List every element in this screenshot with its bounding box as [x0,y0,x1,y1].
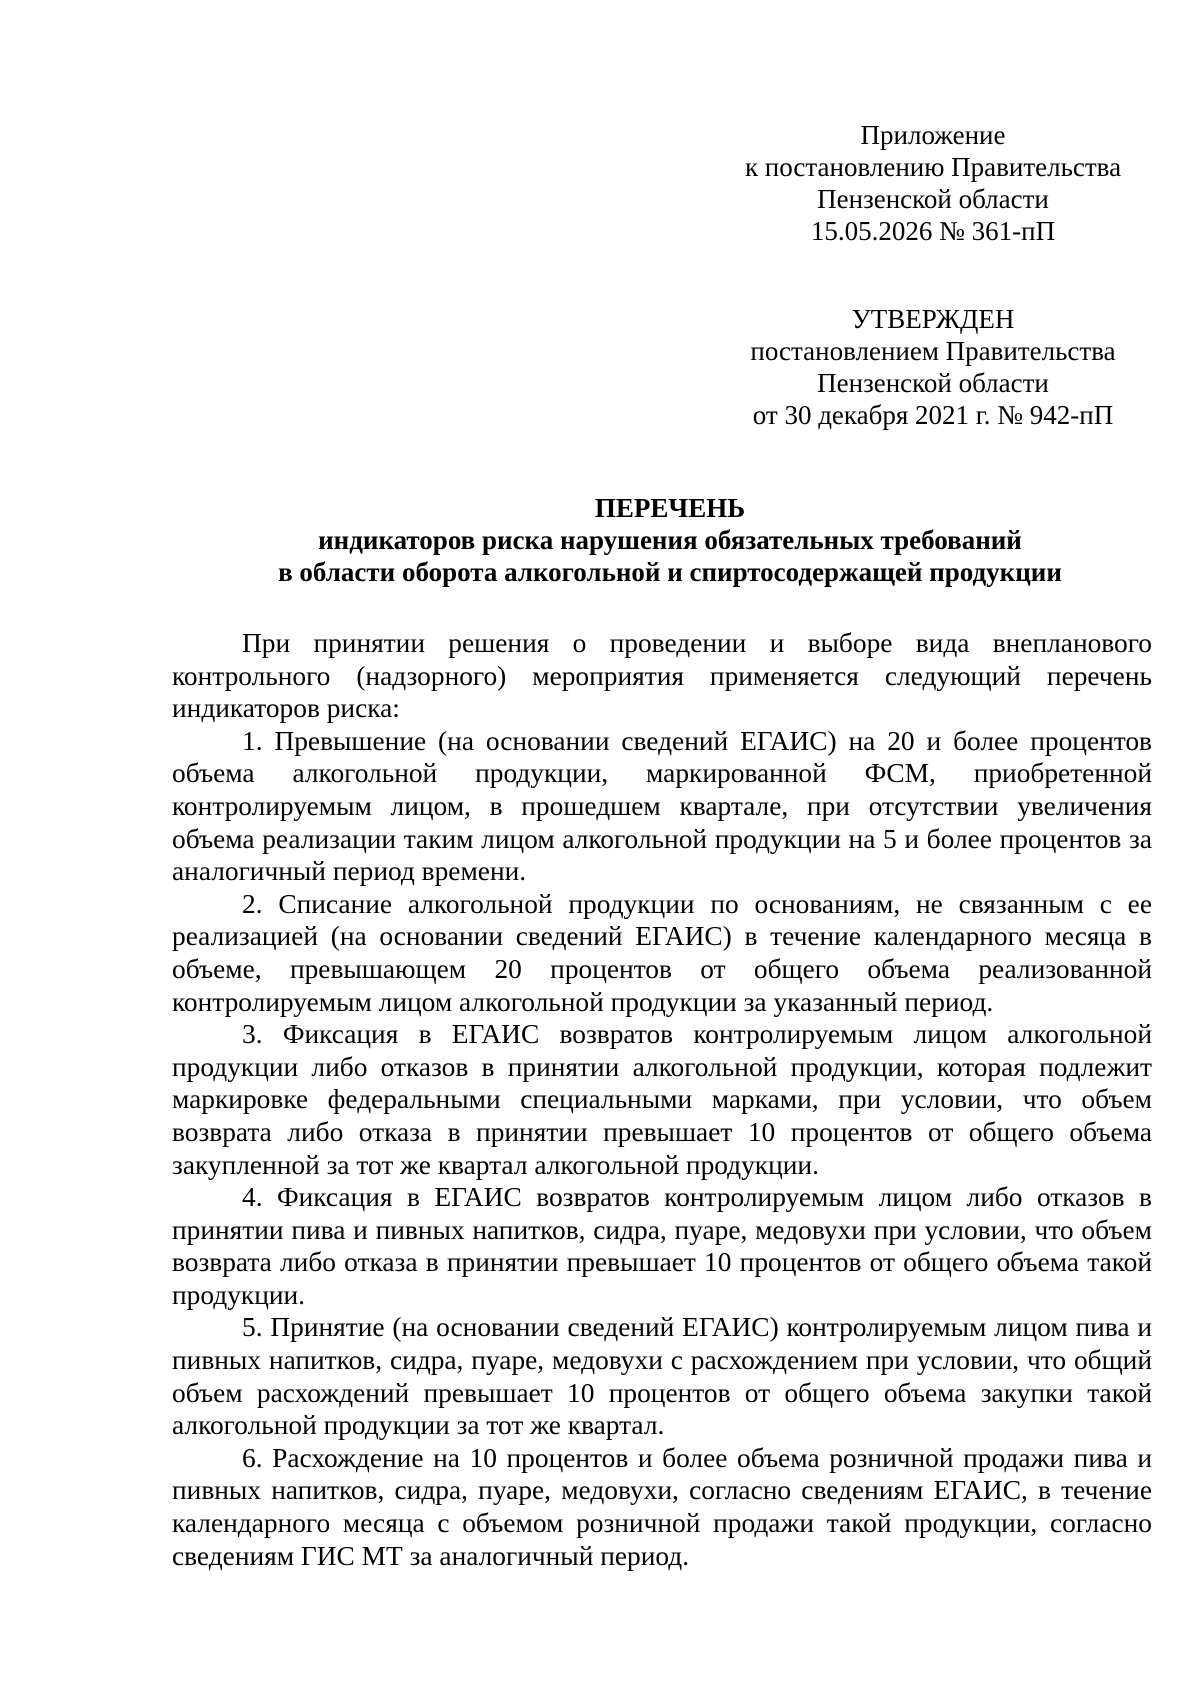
indicator-item-5: 5. Принятие (на основании сведений ЕГАИС) контролируемым лицом пива и пивных напитков, сидра, пуаре, медовухи с расхождением при условии, что общий объем расхождений превышает 10 процентов от общего объема закупки такой алкогольной продукции за тот же квартал. [172,1312,1152,1441]
indicator-item-3: 3. Фиксация в ЕГАИС возвратов контролируемым лицом алкогольной продукции либо отказов в принятии алкогольной продукции, которая подлежит маркировке федеральными специальными марками, при условии, что объем возврата либо отказа в принятии превышает 10 процентов от общего объема закупленной за тот же квартал алкогольной продукции. [172,1019,1152,1180]
title-subheading-1: индикаторов риска нарушения обязательных требований [318,525,1022,555]
approved-label: УТВЕРЖДЕН [851,304,1015,334]
title-heading: ПЕРЕЧЕНЬ [594,493,746,523]
indicator-item-2: 2. Списание алкогольной продукции по основаниям, не связанным с ее реализацией (на основании сведений ЕГАИС) в течение календарного месяца в объеме, превышающем 20 процентов от общего объема реализованной контролируемым лицом алкогольной продукции за указанный период. [172,888,1152,1017]
appendix-stamp [728,119,1138,247]
approved-stamp [728,303,1138,431]
approved-date-number: от 30 декабря 2021 г. № 942-пП [752,400,1114,430]
indicator-item-6: 6. Расхождение на 10 процентов и более объема розничной продажи пива и пивных напитков, сидра, пуаре, медовухи, согласно сведениям ЕГАИС, в течение календарного месяца с объемом розничной продажи такой продукции, согласно сведениям ГИС МТ за аналогичный период. [172,1442,1152,1571]
document-body [172,627,1152,1572]
approved-resolution-ref: постановлением Правительства [750,336,1116,366]
indicator-item-4: 4. Фиксация в ЕГАИС возвратов контролируемым лицом либо отказов в принятии пива и пивных напитков, сидра, пуаре, медовухи при условии, что объем возврата либо отказа в принятии превышает 10 процентов от общего объема такой продукции. [172,1182,1152,1310]
indicator-item-1: 1. Превышение (на основании сведений ЕГАИС) на 20 и более процентов объема алкогольной продукции, маркированной ФСМ, приобретенной контролируемым лицом, в прошедшем квартале, при отсутствии увеличения объема реализации таким лицом алкогольной продукции на 5 и более процентов за аналогичный период времени. [172,725,1152,887]
appendix-label: Приложение [860,120,1006,150]
appendix-date-number: 15.05.2026 № 361-пП [810,216,1056,246]
appendix-resolution-ref: к постановлению Правительства [744,152,1122,182]
appendix-region: Пензенской области [817,184,1049,214]
approved-region: Пензенской области [817,368,1049,398]
document-title [160,492,1180,588]
intro-paragraph: При принятии решения о проведении и выборе вида внепланового контрольного (надзорного) мероприятия применяется следующий перечень индикаторов риска: [172,628,1152,724]
title-subheading-2: в области оборота алкогольной и спиртосодержащей продукции [278,557,1062,587]
